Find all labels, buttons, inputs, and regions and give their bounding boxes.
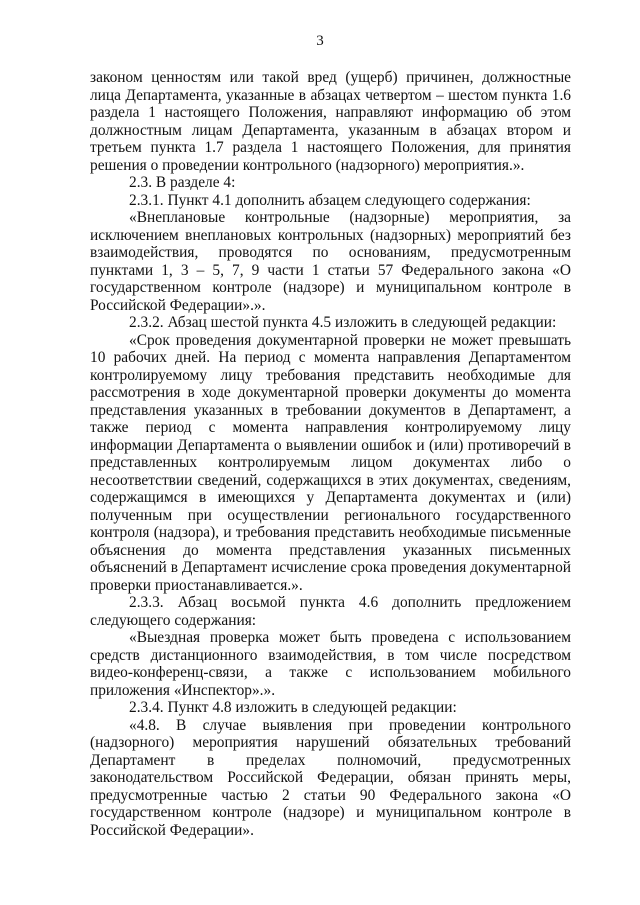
quoted-paragraph-4-1: «Внеплановые контрольные (надзорные) мероприятия, за исключением внеплановых контрольных (надзорных) мероприятий без взаимодействия, проводятся по основаниям, предусмотренным пунктами 1, 3 – 5, 7, 9 части 1 статьи 57 Федерального закона «О государственном контроле (надзоре) и муниципальном контроле в Российской Федерации».».	[90, 209, 571, 314]
paragraph-2-3-3: 2.3.3. Абзац восьмой пункта 4.6 дополнить предложением следующего содержания:	[90, 594, 571, 629]
page-number: 3	[316, 33, 324, 49]
quoted-paragraph-4-8: «4.8. В случае выявления при проведении контрольного (надзорного) мероприятия нарушений обязательных требований Департамент в пределах полномочий, предусмотренных законодательством Российской Федерации, обязан принять меры, предусмотренные частью 2 статьи 90 Федерального закона «О государственном контроле (надзоре) и муниципальном контроле в Российской Федерации».	[90, 716, 571, 839]
paragraph-2-3-1: 2.3.1. Пункт 4.1 дополнить абзацем следующего содержания:	[129, 191, 531, 209]
quoted-paragraph-4-5: «Срок проведения документарной проверки не может превышать 10 рабочих дней. На период с момента направления Департаментом контролируемому лицу требования представить необходимые для рассмотрения в ходе документарной проверки документы до момента представления указанных в требовании документов в Департамент, а также период с момента направления контролируемому лицу информации Департамента о выявлении ошибок и (или) противоречий в представленных контролируемым лицом документах либо о несоответствии сведений, содержащихся в этих документах, сведениям, содержащимся в имеющихся у Департамента документах и (или) полученным при осуществлении регионального государственного контроля (надзора), и требования представить необходимые письменные объяснения до момента представления указанных письменных объяснений в Департамент исчисление срока проведения документарной проверки приостанавливается.».	[90, 331, 571, 594]
document-body	[90, 69, 571, 839]
paragraph-2-3-4: 2.3.4. Пункт 4.8 изложить в следующей редакции:	[129, 699, 457, 716]
paragraph-continuation: законом ценностям или такой вред (ущерб) причинен, должностные лица Департамента, указанные в абзацах четвертом – шестом пункта 1.6 раздела 1 настоящего Положения, направляют информацию об этом должностным лицам Департамента, указанным в абзацах втором и третьем пункта 1.7 раздела 1 настоящего Положения, для принятия решения о проведении контрольного (надзорного) мероприятия.».	[90, 69, 571, 174]
paragraph-2-3-2: 2.3.2. Абзац шестой пункта 4.5 изложить в следующей редакции:	[129, 314, 557, 331]
section-heading-2-3: 2.3. В разделе 4:	[129, 174, 236, 191]
quoted-paragraph-4-6: «Выездная проверка может быть проведена с использованием средств дистанционного взаимодействия, в том числе посредством видео-конференц-связи, а также с использованием мобильного приложения «Инспектор».».	[90, 629, 571, 699]
